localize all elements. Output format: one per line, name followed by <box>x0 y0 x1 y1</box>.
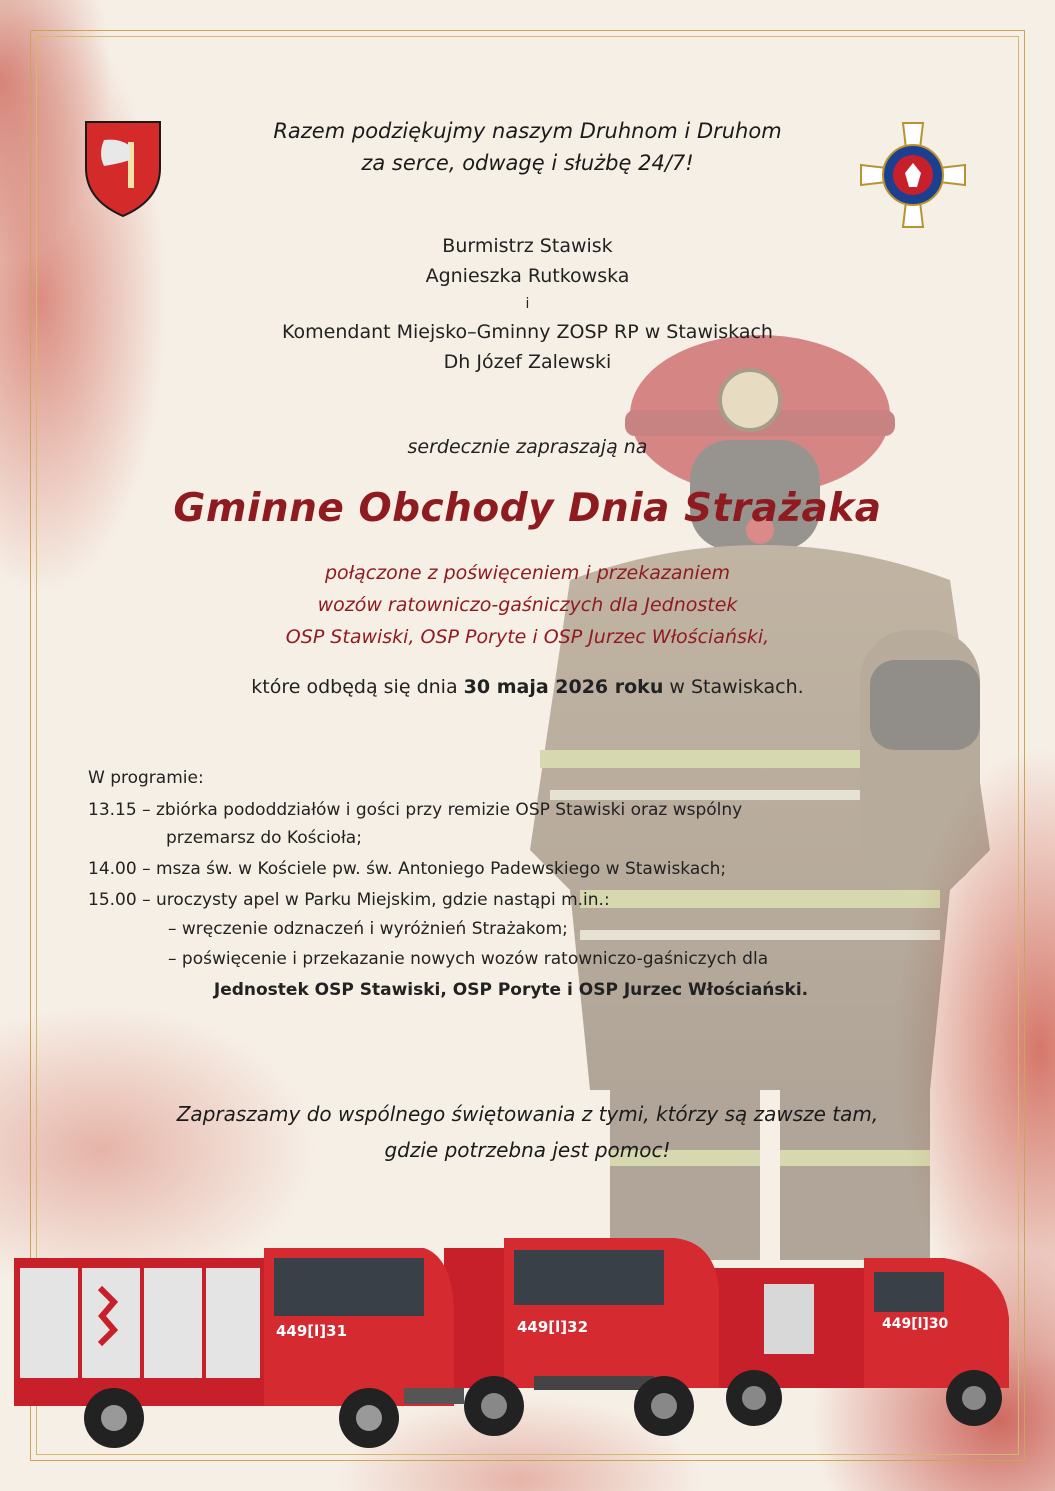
fire-truck-3 <box>674 1258 1009 1426</box>
programme-item-3-time: 15.00 – <box>88 890 156 910</box>
date-line-before: które odbędą się dnia <box>251 676 464 698</box>
header-line-1: Razem podziękujmy naszym Druhnom i Druhom <box>273 119 782 143</box>
programme-item-3-bold: Jednostek OSP Stawiski, OSP Poryte i OSP Jurzec Włościański. <box>213 980 809 1000</box>
subtitle-line-2: wozów ratowniczo-gaśniczych dla Jednostek <box>317 594 738 616</box>
programme-item-2-time: 14.00 – <box>88 859 156 879</box>
programme-heading: W programie: <box>88 768 204 788</box>
programme-item-1-time: 13.15 – <box>88 800 156 820</box>
programme-item-1-cont: przemarsz do Kościoła; <box>166 828 362 848</box>
programme-item-3 <box>88 886 948 914</box>
programme-item-1 <box>88 796 948 824</box>
truck-1-number: 449[l]31 <box>276 1322 348 1340</box>
event-title: Gminne Obchody Dnia Strażaka <box>173 486 882 531</box>
programme-item-2 <box>88 855 948 883</box>
host-line-1: Burmistrz Stawisk <box>442 235 613 257</box>
programme-item-3-sub-2: – poświęcenie i przekazanie nowych wozów ratowniczo-gaśniczych dla <box>168 949 769 969</box>
header-line-2: za serce, odwagę i służbę 24/7! <box>361 151 694 175</box>
subtitle-line-3: OSP Stawiski, OSP Poryte i OSP Jurzec Włościański, <box>285 626 770 648</box>
programme-item-3-sub-1: – wręczenie odznaczeń i wyróżnień Strażakom; <box>168 919 568 939</box>
host-line-3: i <box>525 296 530 312</box>
event-date: 30 maja 2026 roku <box>463 676 664 698</box>
programme-item-2-text: msza św. w Kościele pw. św. Antoniego Padewskiego w Stawiskach; <box>155 859 727 879</box>
fire-trucks-illustration <box>14 1228 1024 1448</box>
closing-line-1: Zapraszamy do wspólnego świętowania z tymi, którzy są zawsze tam, <box>176 1102 879 1126</box>
invite-text: serdecznie zapraszają na <box>407 436 648 458</box>
closing-line-2: gdzie potrzebna jest pomoc! <box>384 1138 671 1162</box>
fire-truck-1 <box>14 1248 464 1448</box>
truck-2-number: 449[l]32 <box>517 1318 589 1336</box>
programme-item-1-text: zbiórka pododdziałów i gości przy remizie OSP Stawiski oraz wspólny <box>155 800 743 820</box>
host-line-2: Agnieszka Rutkowska <box>425 265 630 287</box>
programme <box>88 768 948 1006</box>
truck-3-number: 449[l]30 <box>882 1316 949 1332</box>
fire-truck-2 <box>444 1238 719 1436</box>
host-line-5: Dh Józef Zalewski <box>443 351 612 373</box>
date-line-after: w Stawiskach. <box>663 676 804 698</box>
date-line <box>0 676 1055 698</box>
subtitle-line-1: połączone z poświęceniem i przekazaniem <box>324 562 731 584</box>
programme-item-3-text: uroczysty apel w Parku Miejskim, gdzie nastąpi m.in.: <box>155 890 610 910</box>
host-line-4: Komendant Miejsko–Gminny ZOSP RP w Stawiskach <box>282 321 773 343</box>
